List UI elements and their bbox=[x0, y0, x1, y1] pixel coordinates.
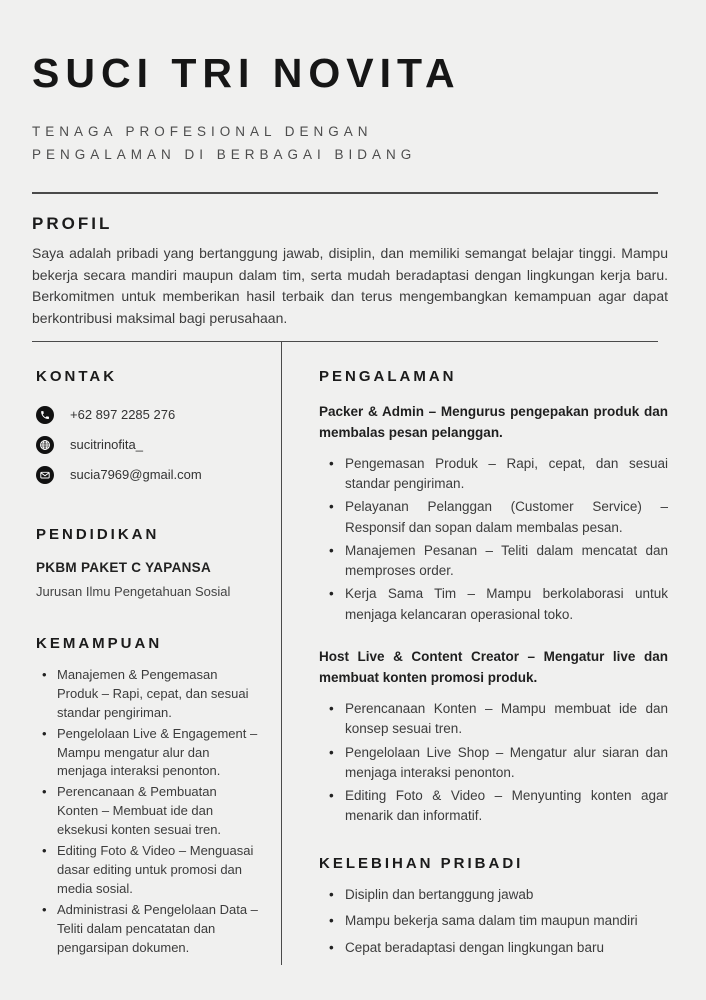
email-icon bbox=[36, 466, 54, 484]
tagline-line-1: TENAGA PROFESIONAL DENGAN bbox=[32, 124, 373, 139]
kemampuan-list bbox=[36, 666, 259, 959]
list-item: • Editing Foto & Video – Menguasai dasar editing untuk promosi dan media sosial. bbox=[36, 842, 259, 899]
section-kontak bbox=[36, 368, 259, 484]
globe-icon bbox=[36, 436, 54, 454]
job-title: Host Live & Content Creator – Mengatur live dan membuat konten promosi produk. bbox=[319, 648, 668, 686]
pendidikan-heading: PENDIDIKAN bbox=[36, 525, 160, 543]
phone-icon bbox=[36, 406, 54, 424]
section-pendidikan bbox=[36, 526, 259, 599]
list-item: • Manajemen Pesanan – Teliti dalam mencatat dan memproses order. bbox=[319, 541, 668, 582]
right-column bbox=[282, 342, 668, 965]
list-item: • Pengemasan Produk – Rapi, cepat, dan sesuai standar pengiriman. bbox=[319, 454, 668, 495]
tagline-line-2: PENGALAMAN DI BERBAGAI BIDANG bbox=[32, 146, 417, 162]
two-column-body bbox=[32, 342, 668, 965]
contact-email-value: sucia7969@gmail.com bbox=[70, 467, 202, 483]
kontak-heading: KONTAK bbox=[36, 367, 118, 385]
tagline bbox=[32, 121, 668, 167]
section-kemampuan bbox=[36, 635, 259, 959]
job-entry-host-live bbox=[319, 646, 668, 827]
kelebihan-list bbox=[319, 885, 668, 958]
list-item: • Manajemen & Pengemasan Produk – Rapi, cepat, dan sesuai standar pengiriman. bbox=[36, 666, 259, 723]
name-title: SUCI TRI NOVITA bbox=[32, 50, 461, 96]
education-school: PKBM PAKET C YAPANSA bbox=[36, 559, 212, 575]
list-item: • Cepat beradaptasi dengan lingkungan baru bbox=[319, 938, 668, 958]
contact-email-row bbox=[36, 466, 259, 484]
left-column bbox=[32, 342, 282, 965]
list-item: • Pelayanan Pelanggan (Customer Service) – Responsif dan sopan dalam membalas pesan. bbox=[319, 497, 668, 538]
job-entry-packer-admin bbox=[319, 401, 668, 625]
contact-social-row bbox=[36, 436, 259, 454]
pengalaman-heading: PENGALAMAN bbox=[319, 367, 457, 385]
job-bullet-list bbox=[319, 699, 668, 827]
kelebihan-heading: KELEBIHAN PRIBADI bbox=[319, 854, 524, 872]
list-item: • Kerja Sama Tim – Mampu berkolaborasi untuk menjaga kelancaran operasional toko. bbox=[319, 584, 668, 625]
list-item: • Disiplin dan bertanggung jawab bbox=[319, 885, 668, 905]
profil-heading: PROFIL bbox=[32, 213, 113, 233]
section-pengalaman bbox=[319, 368, 668, 827]
education-major: Jurusan Ilmu Pengetahuan Sosial bbox=[36, 583, 231, 599]
job-title: Packer & Admin – Mengurus pengepakan produk dan membalas pesan pelanggan. bbox=[319, 403, 668, 441]
section-profil bbox=[32, 214, 668, 330]
list-item: • Pengelolaan Live Shop – Mengatur alur siaran dan menjaga interaksi penonton. bbox=[319, 743, 668, 784]
list-item: • Perencanaan & Pembuatan Konten – Membuat ide dan eksekusi konten sesuai tren. bbox=[36, 783, 259, 840]
header bbox=[32, 50, 668, 167]
list-item: • Pengelolaan Live & Engagement – Mampu mengatur alur dan menjaga interaksi penonton. bbox=[36, 725, 259, 782]
kemampuan-heading: KEMAMPUAN bbox=[36, 634, 163, 652]
list-item: • Perencanaan Konten – Mampu membuat ide dan konsep sesuai tren. bbox=[319, 699, 668, 740]
section-kelebihan-pribadi bbox=[319, 855, 668, 958]
list-item: • Administrasi & Pengelolaan Data – Teliti dalam pencatatan dan pengarsipan dokumen. bbox=[36, 901, 259, 958]
contact-social-value: sucitrinofita_ bbox=[70, 437, 143, 453]
contact-phone-value: +62 897 2285 276 bbox=[70, 407, 176, 423]
contact-phone-row bbox=[36, 406, 259, 424]
list-item: • Editing Foto & Video – Menyunting konten agar menarik dan informatif. bbox=[319, 786, 668, 827]
profil-text: Saya adalah pribadi yang bertanggung jawab, disiplin, dan memiliki semangat belajar tinggi. Mampu bekerja secara mandiri maupun dalam tim, serta mudah beradaptasi dengan lingkungan kerja baru. Berkomitmen untuk memberikan hasil terbaik dan terus mengembangkan kemampuan agar dapat berkontribusi maksimal bagi perusahaan. bbox=[32, 244, 668, 326]
header-divider bbox=[32, 192, 658, 194]
job-bullet-list bbox=[319, 454, 668, 625]
list-item: • Mampu bekerja sama dalam tim maupun mandiri bbox=[319, 911, 668, 931]
